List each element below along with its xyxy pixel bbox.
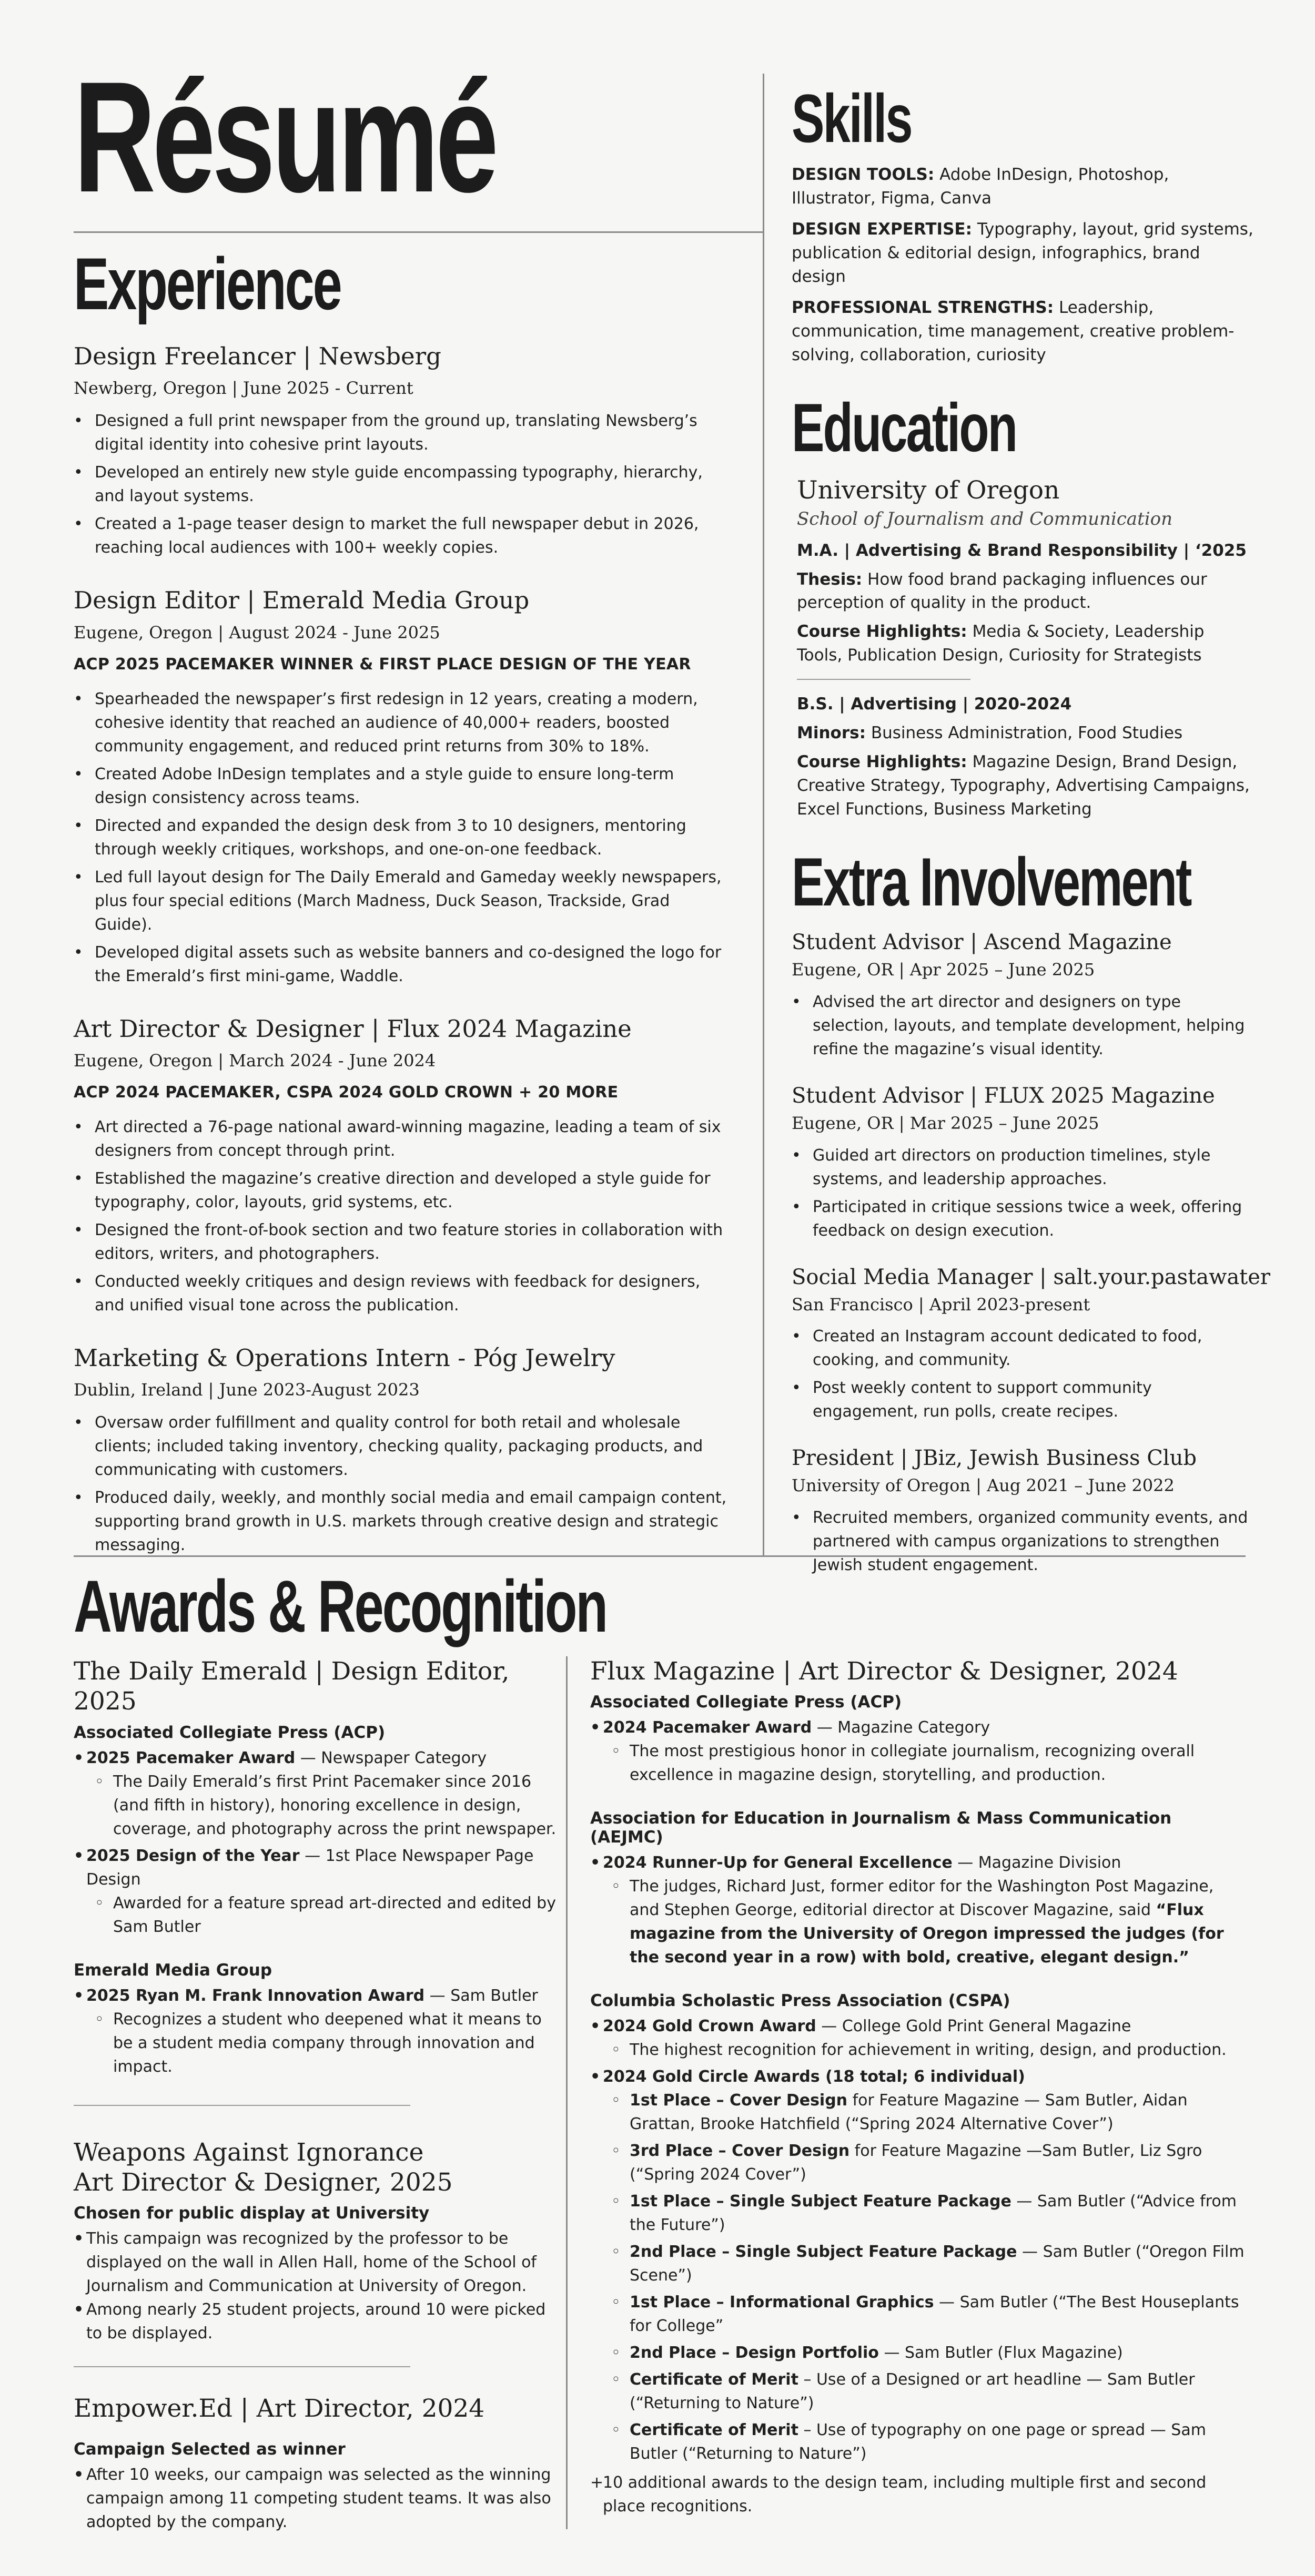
- gc-detail: — Sam Butler (Flux Magazine): [878, 2344, 1123, 2363]
- award-detail-quote: “Flux magazine from the University of Oregon impressed the judges (for the second year in a row) with bold, creative, elegant design.”: [630, 1901, 1224, 1967]
- job-meta: Eugene, Oregon | August 2024 - June 2025: [74, 622, 440, 643]
- job-bullet: • Designed the front-of-book section and two feature stories in collaboration with editors, writers, and photographers.: [74, 1218, 729, 1266]
- skills-text: Leadership, communication, time management, creative problem-solving, collaboration, curiosity: [792, 298, 1235, 364]
- awards-left-column: [74, 1656, 563, 2534]
- gc-detail: for Feature Magazine —Sam Butler, Liz Sgro (“Spring 2024 Cover”): [630, 2142, 1202, 2184]
- education-degree: [797, 539, 1255, 563]
- gc-detail: – Use of typography on one page or spread — Sam Butler (“Returning to Nature”): [630, 2421, 1206, 2463]
- involvement-bullet: • Participated in critique sessions twice a week, offering feedback on design execution.: [792, 1195, 1255, 1243]
- involvement-entry: [792, 1264, 1271, 1424]
- minors-text: Business Administration, Food Studies: [865, 724, 1183, 743]
- thesis-text: How food brand packaging influences our perception of quality in the product.: [797, 569, 1207, 613]
- involvement-title: Student Advisor | Ascend Magazine: [792, 930, 1172, 954]
- award-item: [590, 2065, 1248, 2089]
- award-name: 2024 Gold Circle Awards (18 total; 6 individual): [603, 2068, 1025, 2086]
- awards-right-column: [590, 1656, 1248, 2518]
- education-minors: [797, 721, 1255, 745]
- award-item: • Among nearly 25 student projects, around 10 were picked to be displayed.: [74, 2298, 563, 2345]
- award-org: Associated Collegiate Press (ACP): [590, 1693, 902, 1712]
- gold-circle-award: [590, 2190, 1248, 2237]
- gc-name: 2nd Place – Single Subject Feature Package: [630, 2243, 1017, 2262]
- award-name: 2025 Design of the Year: [86, 1846, 300, 1865]
- job-bullet: • Spearheaded the newspaper’s first redesign in 12 years, creating a modern, cohesive identity that reached an audience of 40,000+ readers, boosted community engagement, and reduced print returns from 30% to 18%.: [74, 687, 729, 758]
- award-name: 2024 Gold Crown Award: [603, 2017, 816, 2036]
- job-bullets: [74, 1115, 729, 1317]
- skills-row: [792, 163, 1255, 210]
- gold-circle-award: [590, 2341, 1248, 2365]
- skills-label: DESIGN EXPERTISE:: [792, 219, 972, 239]
- job-bullet: • Created a 1-page teaser design to market the full newspaper debut in 2026, reaching local audiences with 100+ weekly copies.: [74, 512, 729, 559]
- award-item: • This campaign was recognized by the professor to be displayed on the wall in Allen Hall, home of the School of Journalism and Communication at University of Oregon.: [74, 2227, 563, 2298]
- gc-name: 1st Place – Single Subject Feature Package: [630, 2192, 1011, 2211]
- involvement-bullets: [792, 1325, 1255, 1423]
- awards-column-divider: [566, 1656, 568, 2529]
- thesis-label: Thesis:: [797, 569, 863, 589]
- award-block-title: The Daily Emerald | Design Editor, 2025: [74, 1657, 510, 1716]
- award-category: — Magazine Category: [812, 1718, 990, 1737]
- job-bullet: • Established the magazine’s creative direction and developed a style guide for typography, color, layouts, grid systems, etc.: [74, 1167, 729, 1214]
- job-meta: Newberg, Oregon | June 2025 - Current: [74, 378, 413, 399]
- gc-name: 1st Place – Informational Graphics: [630, 2293, 934, 2312]
- gc-detail: — Sam Butler (“The Best Houseplants for College”: [630, 2293, 1239, 2336]
- award-category: — 1st Place Newspaper Page Design: [86, 1846, 534, 1889]
- job-entry: [74, 342, 729, 559]
- involvement-entry: [792, 1444, 1255, 1577]
- job-bullet: • Developed digital assets such as website banners and co-designed the logo for the Emerald’s first mini-game, Waddle.: [74, 941, 729, 988]
- award-detail: ◦ The highest recognition for achievement in writing, design, and production.: [590, 2038, 1248, 2062]
- education-school: University of Oregon: [797, 475, 1060, 505]
- job-bullet: • Oversaw order fulfillment and quality control for both retail and wholesale clients; included taking inventory, checking quality, packaging products, and communicating with customers.: [74, 1411, 729, 1482]
- award-block-title: Weapons Against Ignorance: [74, 2137, 424, 2167]
- education-thesis: [797, 568, 1255, 615]
- courses-text: Media & Society, Leadership Tools, Publication Design, Curiosity for Strategists: [797, 622, 1205, 665]
- award-org: Chosen for public display at University: [74, 2204, 430, 2223]
- award-category: — Sam Butler: [424, 1986, 538, 2005]
- gold-circle-award: [590, 2368, 1248, 2415]
- courses-text: Magazine Design, Brand Design, Creative Strategy, Typography, Advertising Campaigns, Excel Functions, Business Marketing: [797, 752, 1250, 819]
- involvement-entry: [792, 1082, 1255, 1243]
- page-title: Résumé: [74, 48, 495, 225]
- job-award: ACP 2025 PACEMAKER WINNER & FIRST PLACE DESIGN OF THE YEAR: [74, 655, 691, 674]
- job-bullet: • Directed and expanded the design desk from 3 to 10 designers, mentoring through weekly critiques, workshops, and one-on-one feedback.: [74, 814, 729, 861]
- job-entry: [74, 586, 729, 987]
- gold-circle-award: [590, 2418, 1248, 2466]
- job-entry: [74, 1343, 729, 1557]
- award-org: Associated Collegiate Press (ACP): [74, 1723, 386, 1742]
- courses-label: Course Highlights:: [797, 752, 967, 772]
- award-name: 2025 Ryan M. Frank Innovation Award: [86, 1986, 425, 2005]
- gold-circle-award: [590, 2290, 1248, 2338]
- additional-awards-note: + 10 additional awards to the design team, including multiple first and second place recognitions.: [590, 2471, 1248, 2518]
- job-bullet: • Produced daily, weekly, and monthly social media and email campaign content, supporting brand growth in U.S. markets through creative design and strategic messaging.: [74, 1486, 729, 1557]
- skills-label: DESIGN TOOLS:: [792, 165, 935, 184]
- job-title: Art Director & Designer | Flux 2024 Magazine: [74, 1014, 632, 1043]
- involvement-entry: [792, 929, 1255, 1061]
- job-bullet: • Led full layout design for The Daily Emerald and Gameday weekly newspapers, plus four special editions (March Madness, Duck Season, Trackside, Grad Guide).: [74, 866, 729, 936]
- job-award: ACP 2024 PACEMAKER, CSPA 2024 GOLD CROWN + 20 MORE: [74, 1083, 619, 1102]
- education-subschool: School of Journalism and Communication: [797, 508, 1172, 530]
- gold-circle-award: [590, 2240, 1248, 2287]
- gc-name: 1st Place – Cover Design: [630, 2091, 848, 2110]
- involvement-bullet: • Post weekly content to support community engagement, run polls, create recipes.: [792, 1376, 1255, 1423]
- gold-circle-award: [590, 2139, 1248, 2186]
- job-bullets: [74, 1411, 729, 1557]
- right-column: [792, 80, 1271, 1598]
- involvement-bullet: • Guided art directors on production timelines, style systems, and leadership approaches.: [792, 1144, 1255, 1191]
- award-org: Columbia Scholastic Press Association (CSPA): [590, 1991, 1010, 2011]
- involvement-meta: Eugene, OR | Mar 2025 – June 2025: [792, 1113, 1099, 1133]
- award-detail: [590, 1875, 1248, 1969]
- gc-detail: for Feature Magazine — Sam Butler, Aidan Grattan, Brooke Hatchfield (“Spring 2024 Alternative Cover”): [630, 2091, 1188, 2134]
- involvement-bullet: • Created an Instagram account dedicated to food, cooking, and community.: [792, 1325, 1255, 1372]
- job-bullet: • Art directed a 76-page national award-winning magazine, leading a team of six designers from concept through print.: [74, 1115, 729, 1163]
- job-title: Marketing & Operations Intern - Póg Jewelry: [74, 1343, 615, 1372]
- award-detail: ◦ Recognizes a student who deepened what it means to be a student media company through innovation and impact.: [74, 2008, 563, 2079]
- education-courses: [797, 620, 1255, 667]
- job-title: Design Freelancer | Newsberg: [74, 342, 441, 370]
- job-bullet: • Developed an entirely new style guide encompassing typography, hierarchy, and layout systems.: [74, 461, 729, 508]
- education-courses: [797, 750, 1255, 821]
- award-detail: ◦ The most prestigious honor in collegiate journalism, recognizing overall excellence in magazine design, storytelling, and production.: [590, 1739, 1248, 1787]
- skills-row: [792, 296, 1255, 367]
- job-meta: Eugene, Oregon | March 2024 - June 2024: [74, 1050, 436, 1071]
- job-meta: Dublin, Ireland | June 2023-August 2023: [74, 1380, 420, 1400]
- involvement-title: Social Media Manager | salt.your.pastawater: [792, 1265, 1271, 1289]
- award-item: [74, 1844, 563, 1891]
- gc-name: Certificate of Merit: [630, 2370, 798, 2389]
- involvement-bullet: • Advised the art director and designers on type selection, layouts, and template development, helping refine the magazine’s visual identity.: [792, 990, 1255, 1061]
- award-block-title: Flux Magazine | Art Director & Designer, 2024: [590, 1657, 1178, 1686]
- award-category: — College Gold Print General Magazine: [816, 2017, 1131, 2036]
- job-title: Design Editor | Emerald Media Group: [74, 586, 530, 615]
- award-item: [590, 1716, 1248, 1739]
- award-block-title: Empower.Ed | Art Director, 2024: [74, 2394, 485, 2424]
- involvement-bullets: [792, 990, 1255, 1061]
- award-divider: [74, 2366, 410, 2367]
- award-item: [590, 2014, 1248, 2038]
- skills-heading: Skills: [792, 80, 912, 157]
- skills-row: [792, 218, 1255, 289]
- involvement-bullets: [792, 1144, 1255, 1243]
- involvement-title: Student Advisor | FLUX 2025 Magazine: [792, 1083, 1215, 1108]
- involvement-bullets: [792, 1506, 1255, 1577]
- job-bullet: • Conducted weekly critiques and design reviews with feedback for designers, and unified visual tone across the publication.: [74, 1270, 729, 1317]
- gc-name: 2nd Place – Design Portfolio: [630, 2344, 879, 2363]
- award-name: 2025 Pacemaker Award: [86, 1748, 296, 1767]
- gc-name: 3rd Place – Cover Design: [630, 2142, 850, 2161]
- award-detail: ◦ Awarded for a feature spread art-directed and edited by Sam Butler: [74, 1891, 563, 1939]
- involvement-meta: Eugene, OR | Apr 2025 – June 2025: [792, 959, 1095, 980]
- degree-ma: M.A. | Advertising & Brand Responsibility | ‘2025: [797, 541, 1247, 560]
- awards-heading: Awards & Recognition: [74, 1565, 606, 1647]
- gc-name: Certificate of Merit: [630, 2421, 798, 2440]
- gc-detail: — Sam Butler (“Oregon Film Scene”): [630, 2243, 1245, 2285]
- involvement-bullet: • Recruited members, organized community events, and partnered with campus organizations to strengthen Jewish student engagement.: [792, 1506, 1255, 1577]
- award-category: — Newspaper Category: [295, 1748, 487, 1767]
- title-underline: [74, 231, 764, 233]
- gold-circle-award: [590, 2089, 1248, 2136]
- involvement-meta: University of Oregon | Aug 2021 – June 2022: [792, 1475, 1175, 1496]
- award-detail-text: The judges, Richard Just, former editor for the Washington Post Magazine, and Stephen George, editorial director at Discover Magazine, said: [630, 1877, 1214, 1920]
- skills-text: Typography, layout, grid systems, publication & editorial design, infographics, brand design: [792, 219, 1253, 286]
- award-category: — Magazine Division: [952, 1854, 1121, 1872]
- award-item: [590, 1851, 1248, 1875]
- award-org: Emerald Media Group: [74, 1960, 272, 1980]
- job-bullet: • Designed a full print newspaper from the ground up, translating Newsberg’s digital identity into cohesive print layouts.: [74, 409, 729, 456]
- column-divider-vertical: [763, 74, 764, 1556]
- award-divider: [74, 2105, 410, 2106]
- education-heading: Education: [792, 389, 1017, 466]
- degree-bs: B.S. | Advertising | 2020-2024: [797, 695, 1072, 714]
- experience-heading: Experience: [74, 242, 341, 325]
- involvement-heading: Extra Involvement: [792, 843, 1191, 920]
- award-item: [74, 1746, 563, 1770]
- award-item: [74, 1984, 563, 2008]
- minors-label: Minors:: [797, 724, 866, 743]
- skills-text: Adobe InDesign, Photoshop, Illustrator, Figma, Canva: [792, 165, 1169, 208]
- education-degree: [797, 693, 1255, 716]
- education-divider: [797, 679, 970, 680]
- award-name: 2024 Runner-Up for General Excellence: [603, 1854, 953, 1872]
- job-bullets: [74, 409, 729, 559]
- skills-label: PROFESSIONAL STRENGTHS:: [792, 298, 1054, 317]
- job-bullets: [74, 687, 729, 988]
- gc-detail: – Use of a Designed or art headline — Sam Butler (“Returning to Nature”): [630, 2370, 1195, 2413]
- courses-label: Course Highlights:: [797, 622, 967, 642]
- involvement-title: President | JBiz, Jewish Business Club: [792, 1446, 1197, 1471]
- award-name: 2024 Pacemaker Award: [603, 1718, 812, 1737]
- job-entry: [74, 1014, 729, 1317]
- award-detail: ◦ The Daily Emerald’s first Print Pacemaker since 2016 (and fifth in history), honoring excellence in design, coverage, and photography across the print newspaper.: [74, 1770, 563, 1841]
- award-org: Association for Education in Journalism & Mass Communication (AEJMC): [590, 1809, 1172, 1847]
- award-org: Campaign Selected as winner: [74, 2439, 346, 2459]
- experience-section: [74, 242, 729, 1583]
- involvement-meta: San Francisco | April 2023-present: [792, 1294, 1090, 1315]
- gc-detail: — Sam Butler (“Advice from the Future”): [630, 2192, 1237, 2235]
- award-block-subtitle: Art Director & Designer, 2025: [74, 2167, 453, 2197]
- award-item: • After 10 weeks, our campaign was selected as the winning campaign among 11 competing student teams. It was also adopted by the company.: [74, 2463, 563, 2534]
- job-bullet: • Created Adobe InDesign templates and a style guide to ensure long-term design consistency across teams.: [74, 762, 729, 810]
